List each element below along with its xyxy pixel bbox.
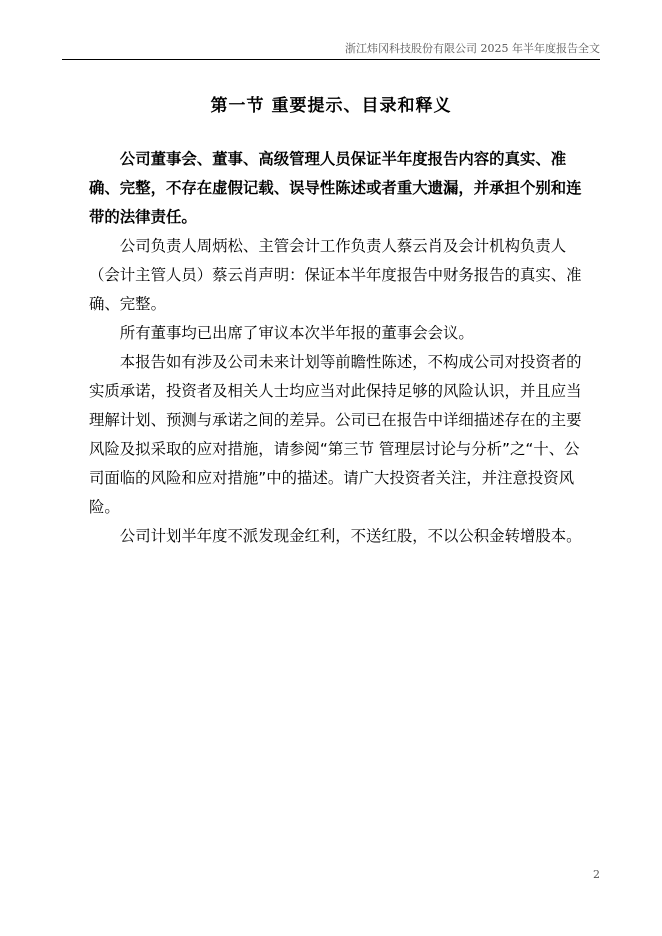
paragraph-board-guarantee: 公司董事会、董事、高级管理人员保证半年度报告内容的真实、准确、完整，不存在虚假记载、误导性陈述或者重大遗漏，并承担个别和连带的法律责任。 [89, 150, 582, 226]
paragraph-responsible-persons-statement: 公司负责人周炳松、主管会计工作负责人蔡云肖及会计机构负责人（会计主管人员）蔡云肖声明：保证本半年度报告中财务报告的真实、准确、完整。 [89, 237, 582, 313]
section-title: 第一节 重要提示、目录和释义 [210, 96, 452, 116]
page-number: 2 [593, 868, 600, 881]
page-header [62, 42, 600, 60]
paragraph-directors-attendance: 所有董事均已出席了审议本次半年报的董事会会议。 [119, 324, 474, 342]
body-text [89, 145, 594, 551]
header-title: 浙江炜冈科技股份有限公司 2025 年半年度报告全文 [345, 42, 600, 55]
paragraph-forward-looking-statement: 本报告如有涉及公司未来计划等前瞻性陈述，不构成公司对投资者的实质承诺，投资者及相关人士均应当对此保持足够的风险认识，并且应当理解计划、预测与承诺之间的差异。公司已在报告中详细描述存在的主要风险及拟采取的应对措施，请参阅“第三节 管理层讨论与分析”之“十、公司面临的风险和应对措施”中的描述。请广大投资者关注，并注意投资风险。 [89, 353, 582, 516]
paragraph-dividend-plan: 公司计划半年度不派发现金红利，不送红股，不以公积金转增股本。 [119, 527, 582, 545]
